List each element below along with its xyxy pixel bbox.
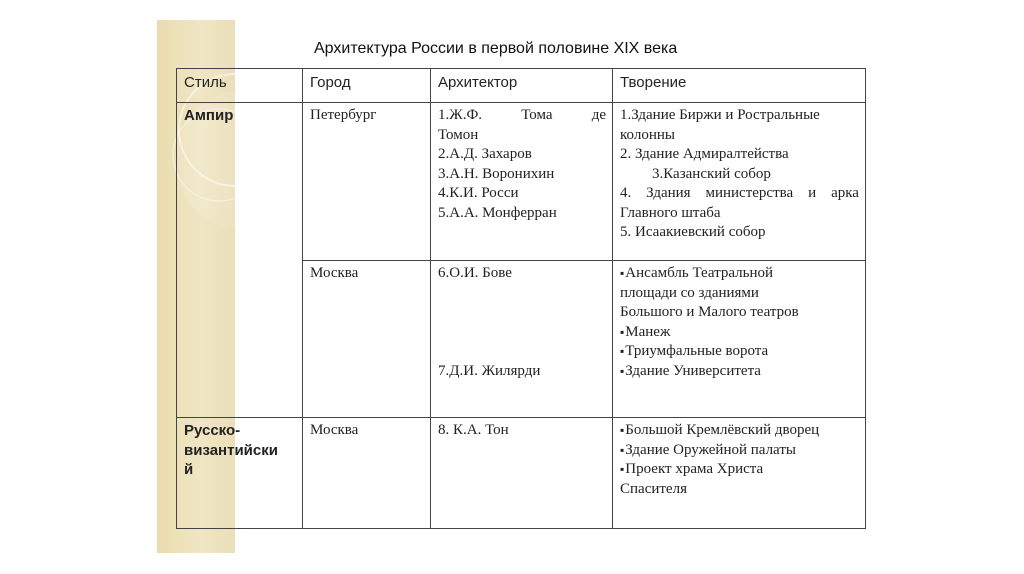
work-m3: ▪ Триумфальные ворота bbox=[620, 342, 859, 362]
works-cell bbox=[613, 418, 866, 529]
work-1-cont: колонны bbox=[620, 126, 675, 143]
city-cell: Москва bbox=[303, 261, 431, 418]
work-m1-cont: площади со зданиями bbox=[620, 284, 759, 301]
works-cell bbox=[613, 103, 866, 261]
work-r3-cont: Спасителя bbox=[620, 480, 687, 497]
header-style: Стиль bbox=[177, 69, 303, 103]
work-m1: ▪ Ансамбль Театральной bbox=[620, 264, 859, 284]
architect-8: 8. К.А. Тон bbox=[431, 418, 613, 529]
architect-3: 3.А.Н. Воронихин bbox=[438, 165, 555, 182]
table-row bbox=[177, 103, 866, 261]
work-m1-cont2: Большого и Малого театров bbox=[620, 304, 799, 320]
architect-4: 4.К.И. Росси bbox=[438, 185, 519, 201]
architect-1-cont: Томон bbox=[438, 126, 479, 143]
architect-6: 6.О.И. Бове bbox=[438, 265, 512, 281]
works-cell bbox=[613, 261, 866, 418]
architect-7: 7.Д.И. Жилярди bbox=[438, 362, 541, 379]
architect-2: 2.А.Д. Захаров bbox=[438, 146, 532, 162]
page-title: Архитектура России в первой половине XIX века bbox=[314, 40, 678, 57]
architect-5: 5.А.А. Монферран bbox=[438, 204, 557, 221]
header-city: Город bbox=[303, 69, 431, 103]
header-work: Творение bbox=[613, 69, 866, 103]
architecture-table bbox=[176, 68, 866, 529]
style-russo-byzantine: Русско- византийски й bbox=[177, 418, 303, 529]
header-architect: Архитектор bbox=[431, 69, 613, 103]
work-2: 2. Здание Адмиралтейства bbox=[620, 146, 789, 162]
architects-cell bbox=[431, 261, 613, 418]
table-header-row bbox=[177, 69, 866, 103]
work-3: 3.Казанский собор bbox=[652, 165, 771, 182]
architects-cell bbox=[431, 103, 613, 261]
table-row bbox=[177, 418, 866, 529]
city-cell: Петербург bbox=[303, 103, 431, 261]
work-r1: ▪ Большой Кремлёвский дворец bbox=[620, 421, 859, 441]
city-cell: Москва bbox=[303, 418, 431, 529]
work-4: 4. Здания министерства и арка bbox=[620, 185, 859, 201]
work-1: 1.Здание Биржи и Ростральные bbox=[620, 107, 820, 123]
work-r2: ▪ Здание Оружейной палаты bbox=[620, 441, 859, 461]
work-m2: ▪ Манеж bbox=[620, 323, 859, 343]
style-empire: Ампир bbox=[177, 103, 303, 418]
architect-1: 1.Ж.Ф. Тома де bbox=[438, 107, 606, 123]
work-5: 5. Исаакиевский собор bbox=[620, 224, 766, 240]
work-r3: ▪ Проект храма Христа bbox=[620, 460, 859, 480]
work-4-cont: Главного штаба bbox=[620, 204, 721, 221]
work-m4: ▪ Здание Университета bbox=[620, 362, 859, 382]
